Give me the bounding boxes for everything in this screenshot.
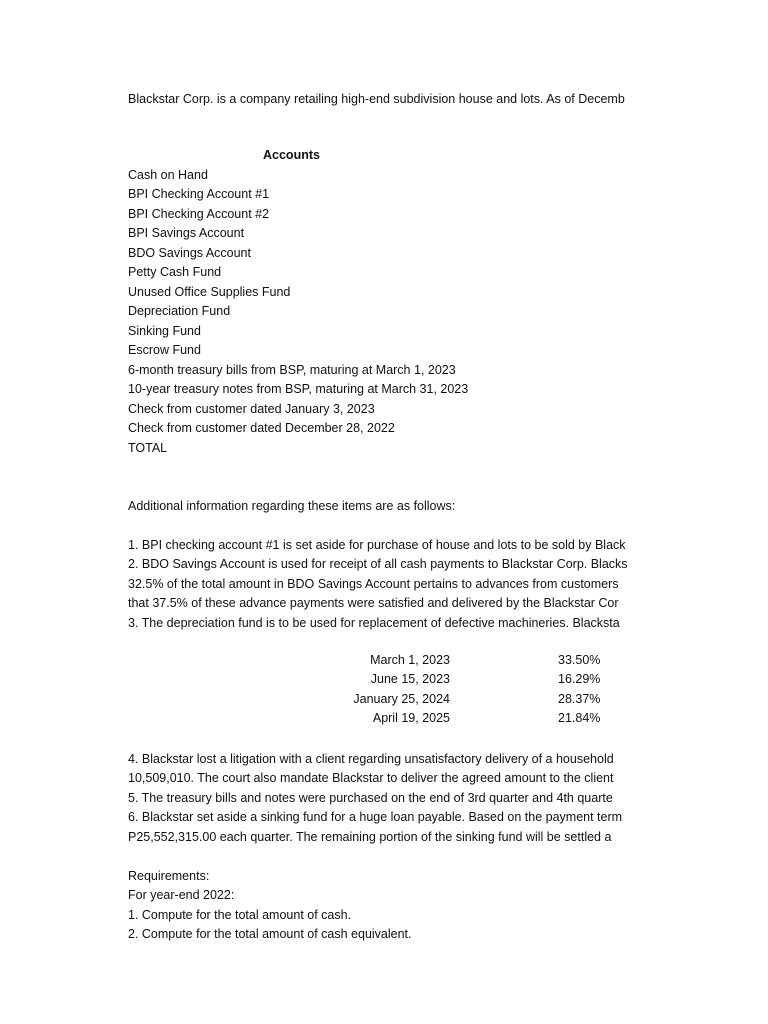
account-item: BDO Savings Account: [128, 246, 251, 260]
schedule-percent: 33.50%: [558, 653, 601, 667]
account-item: BPI Savings Account: [128, 226, 245, 240]
schedule-percent: 28.37%: [558, 692, 601, 706]
schedule-date: March 1, 2023: [370, 653, 450, 667]
account-item: Check from customer dated January 3, 2023: [128, 402, 375, 416]
info-line: 6. Blackstar set aside a sinking fund for a huge loan payable. Based on the payment term: [128, 810, 623, 824]
info-line: 1. BPI checking account #1 is set aside for purchase of house and lots to be sold by Black: [128, 538, 626, 552]
account-item: Depreciation Fund: [128, 304, 231, 318]
additional-info-heading: Additional information regarding these items are as follows:: [128, 499, 456, 513]
accounts-heading: Accounts: [263, 148, 320, 162]
requirement-item: 2. Compute for the total amount of cash equivalent.: [128, 927, 412, 941]
info-line: 10,509,010. The court also mandate Blackstar to deliver the agreed amount to the client: [128, 771, 614, 785]
account-item: Unused Office Supplies Fund: [128, 285, 291, 299]
schedule-percent: 21.84%: [558, 711, 601, 725]
info-line: that 37.5% of these advance payments were satisfied and delivered by the Blackstar Cor: [128, 596, 619, 610]
account-item: 6-month treasury bills from BSP, maturing at March 1, 2023: [128, 363, 456, 377]
document-text-area: [128, 0, 628, 1024]
requirement-item: 1. Compute for the total amount of cash.: [128, 908, 352, 922]
info-line: P25,552,315.00 each quarter. The remaining portion of the sinking fund will be settled a: [128, 830, 612, 844]
requirements-heading: Requirements:: [128, 869, 210, 883]
account-item: Sinking Fund: [128, 324, 201, 338]
requirements-subheading: For year-end 2022:: [128, 888, 235, 902]
info-line: 4. Blackstar lost a litigation with a client regarding unsatisfactory delivery of a household: [128, 752, 614, 766]
schedule-date: January 25, 2024: [353, 692, 450, 706]
info-line: 32.5% of the total amount in BDO Savings Account pertains to advances from customers: [128, 577, 619, 591]
account-item: Cash on Hand: [128, 168, 208, 182]
schedule-percent: 16.29%: [558, 672, 601, 686]
info-line: 2. BDO Savings Account is used for receipt of all cash payments to Blackstar Corp. Blacks: [128, 557, 628, 571]
intro-text: Blackstar Corp. is a company retailing high-end subdivision house and lots. As of Decemb: [128, 92, 625, 106]
account-item: Petty Cash Fund: [128, 265, 222, 279]
account-total: TOTAL: [128, 441, 168, 455]
schedule-date: April 19, 2025: [372, 711, 450, 725]
info-line: 5. The treasury bills and notes were purchased on the end of 3rd quarter and 4th quarte: [128, 791, 613, 805]
account-item: 10-year treasury notes from BSP, maturing at March 31, 2023: [128, 382, 469, 396]
account-item: BPI Checking Account #1: [128, 187, 270, 201]
account-item: Check from customer dated December 28, 2022: [128, 421, 395, 435]
account-item: Escrow Fund: [128, 343, 201, 357]
account-item: BPI Checking Account #2: [128, 207, 270, 221]
info-line: 3. The depreciation fund is to be used for replacement of defective machineries. Blacksta: [128, 616, 620, 630]
schedule-date: June 15, 2023: [370, 672, 450, 686]
